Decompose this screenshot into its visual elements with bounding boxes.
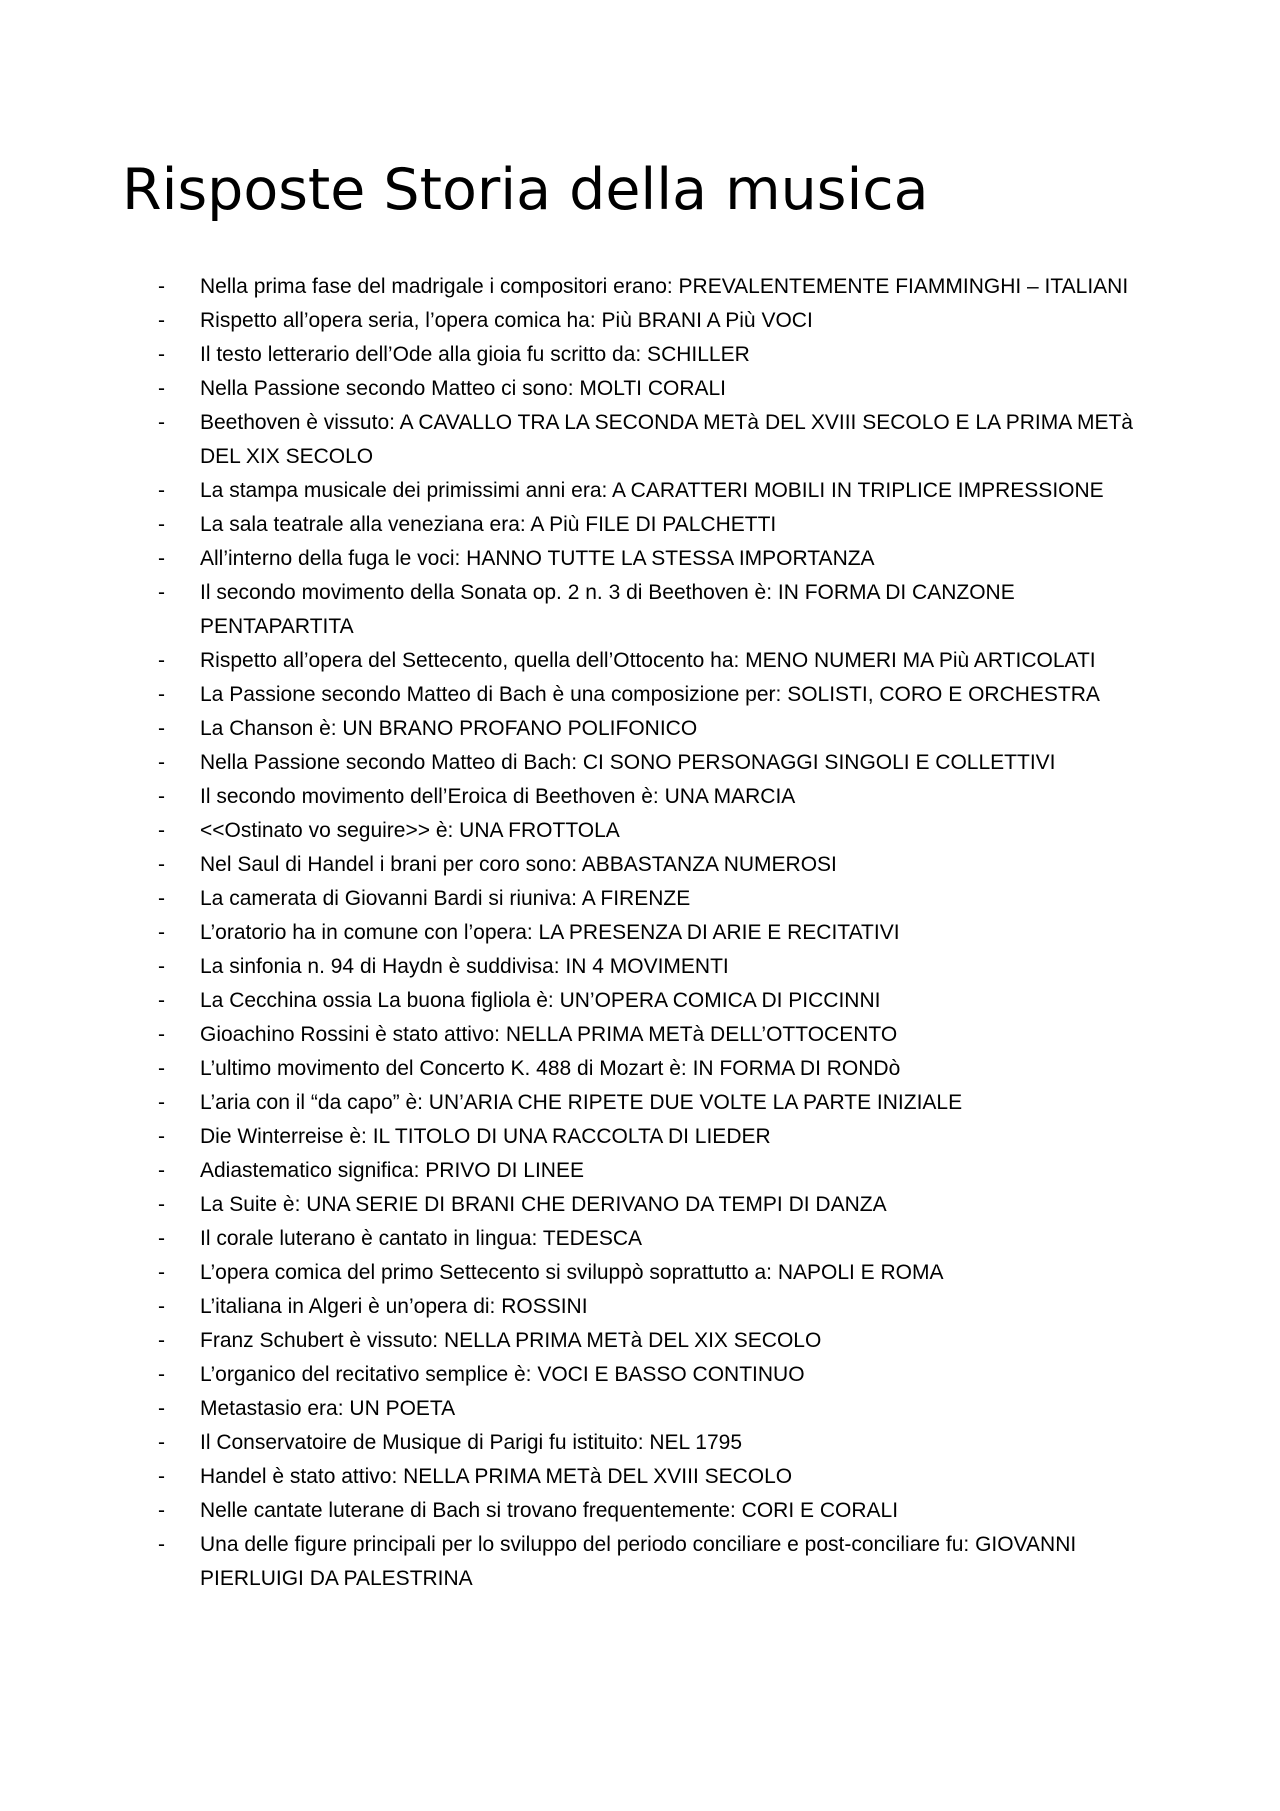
list-item-text: La stampa musicale dei primissimi anni era: A CARATTERI MOBILI IN TRIPLICE IMPRESSIONE <box>200 479 1104 502</box>
list-bullet: - <box>158 921 165 944</box>
list-item <box>158 1290 1168 1324</box>
list-bullet: - <box>158 649 165 672</box>
list-item <box>158 1154 1168 1188</box>
list-item-text: Il testo letterario dell’Ode alla gioia fu scritto da: SCHILLER <box>200 343 750 366</box>
list-bullet: - <box>158 547 165 570</box>
list-item-text: L’aria con il “da capo” è: UN’ARIA CHE RIPETE DUE VOLTE LA PARTE INIZIALE <box>200 1091 963 1114</box>
list-item-text: La Suite è: UNA SERIE DI BRANI CHE DERIVANO DA TEMPI DI DANZA <box>200 1193 887 1216</box>
list-bullet: - <box>158 717 165 740</box>
list-bullet: - <box>158 1091 165 1114</box>
list-bullet: - <box>158 1499 165 1522</box>
list-bullet: - <box>158 751 165 774</box>
list-item <box>158 372 1168 406</box>
list-item <box>158 304 1168 338</box>
list-item <box>158 1528 1168 1596</box>
list-item <box>158 1494 1168 1528</box>
list-bullet: - <box>158 1193 165 1216</box>
list-item-text: Nella prima fase del madrigale i compositori erano: PREVALENTEMENTE FIAMMINGHI – ITALIANI <box>200 275 1129 298</box>
list-item <box>158 1052 1168 1086</box>
list-bullet: - <box>158 853 165 876</box>
list-bullet: - <box>158 343 165 366</box>
list-item-text: Die Winterreise è: IL TITOLO DI UNA RACCOLTA DI LIEDER <box>200 1125 771 1148</box>
list-item-text: Una delle figure principali per lo sviluppo del periodo conciliare e post-conciliare fu: GIOVANNI PIERLUIGI DA PALESTRINA <box>200 1533 1077 1590</box>
list-item <box>158 474 1168 508</box>
list-item-text: Rispetto all’opera del Settecento, quella dell’Ottocento ha: MENO NUMERI MA Più ARTICOLATI <box>200 649 1096 672</box>
list-item <box>158 576 1168 644</box>
list-bullet: - <box>158 819 165 842</box>
list-item <box>158 644 1168 678</box>
list-item-text: L’italiana in Algeri è un’opera di: ROSSINI <box>200 1295 588 1318</box>
list-bullet: - <box>158 1465 165 1488</box>
list-item <box>158 1120 1168 1154</box>
list-item <box>158 950 1168 984</box>
list-item-text: Franz Schubert è vissuto: NELLA PRIMA METà DEL XIX SECOLO <box>200 1329 822 1352</box>
list-bullet: - <box>158 377 165 400</box>
list-item-text: La Chanson è: UN BRANO PROFANO POLIFONICO <box>200 717 698 740</box>
list-item <box>158 1460 1168 1494</box>
answer-list <box>158 270 1168 1596</box>
list-item <box>158 1256 1168 1290</box>
list-item <box>158 1018 1168 1052</box>
list-bullet: - <box>158 513 165 536</box>
list-item <box>158 542 1168 576</box>
list-item-text: Il secondo movimento dell’Eroica di Beethoven è: UNA MARCIA <box>200 785 796 808</box>
list-item-text: Il corale luterano è cantato in lingua: TEDESCA <box>200 1227 643 1250</box>
list-item <box>158 712 1168 746</box>
list-item-text: Adiastematico significa: PRIVO DI LINEE <box>200 1159 584 1182</box>
list-bullet: - <box>158 479 165 502</box>
list-item <box>158 508 1168 542</box>
list-item-text: L’ultimo movimento del Concerto K. 488 di Mozart è: IN FORMA DI RONDò <box>200 1057 901 1080</box>
list-item-text: Nel Saul di Handel i brani per coro sono: ABBASTANZA NUMEROSI <box>200 853 837 876</box>
list-item <box>158 984 1168 1018</box>
list-bullet: - <box>158 309 165 332</box>
list-item-text: Nella Passione secondo Matteo di Bach: CI SONO PERSONAGGI SINGOLI E COLLETTIVI <box>200 751 1056 774</box>
list-item <box>158 746 1168 780</box>
list-item <box>158 270 1168 304</box>
list-item <box>158 1392 1168 1426</box>
list-item <box>158 814 1168 848</box>
list-bullet: - <box>158 1159 165 1182</box>
list-item-text: L’organico del recitativo semplice è: VOCI E BASSO CONTINUO <box>200 1363 805 1386</box>
list-bullet: - <box>158 1397 165 1420</box>
list-bullet: - <box>158 1533 165 1556</box>
list-item-text: <<Ostinato vo seguire>> è: UNA FROTTOLA <box>200 819 620 842</box>
list-item-text: Rispetto all’opera seria, l’opera comica ha: Più BRANI A Più VOCI <box>200 309 813 332</box>
list-item <box>158 338 1168 372</box>
list-bullet: - <box>158 1329 165 1352</box>
list-bullet: - <box>158 411 165 434</box>
list-bullet: - <box>158 581 165 604</box>
list-item <box>158 882 1168 916</box>
list-item-text: Nelle cantate luterane di Bach si trovano frequentemente: CORI E CORALI <box>200 1499 899 1522</box>
list-bullet: - <box>158 1057 165 1080</box>
list-bullet: - <box>158 955 165 978</box>
list-item <box>158 1086 1168 1120</box>
list-item-text: Metastasio era: UN POETA <box>200 1397 456 1420</box>
list-item <box>158 1426 1168 1460</box>
list-item <box>158 1188 1168 1222</box>
list-bullet: - <box>158 1227 165 1250</box>
list-item-text: Nella Passione secondo Matteo ci sono: MOLTI CORALI <box>200 377 727 400</box>
list-item-text: L’oratorio ha in comune con l’opera: LA PRESENZA DI ARIE E RECITATIVI <box>200 921 900 944</box>
list-bullet: - <box>158 1363 165 1386</box>
list-bullet: - <box>158 1023 165 1046</box>
list-bullet: - <box>158 1431 165 1454</box>
list-bullet: - <box>158 785 165 808</box>
list-item-text: All’interno della fuga le voci: HANNO TUTTE LA STESSA IMPORTANZA <box>200 547 875 570</box>
list-bullet: - <box>158 275 165 298</box>
list-item-text: Il secondo movimento della Sonata op. 2 n. 3 di Beethoven è: IN FORMA DI CANZONE PENTAPARTITA <box>200 581 1015 638</box>
list-item-text: La camerata di Giovanni Bardi si riuniva: A FIRENZE <box>200 887 691 910</box>
list-item-text: La sala teatrale alla veneziana era: A Più FILE DI PALCHETTI <box>200 513 777 536</box>
list-item <box>158 1358 1168 1392</box>
list-item-text: La Passione secondo Matteo di Bach è una composizione per: SOLISTI, CORO E ORCHESTRA <box>200 683 1100 706</box>
list-item-text: Handel è stato attivo: NELLA PRIMA METà DEL XVIII SECOLO <box>200 1465 793 1488</box>
list-bullet: - <box>158 989 165 1012</box>
list-item <box>158 678 1168 712</box>
list-bullet: - <box>158 1125 165 1148</box>
list-item <box>158 916 1168 950</box>
list-item-text: Beethoven è vissuto: A CAVALLO TRA LA SECONDA METà DEL XVIII SECOLO E LA PRIMA METà DEL XIX SECOLO <box>200 411 1133 468</box>
list-bullet: - <box>158 1295 165 1318</box>
list-item <box>158 406 1168 474</box>
list-item <box>158 1324 1168 1358</box>
list-item-text: La sinfonia n. 94 di Haydn è suddivisa: IN 4 MOVIMENTI <box>200 955 729 978</box>
list-item <box>158 1222 1168 1256</box>
list-bullet: - <box>158 887 165 910</box>
document-title: Risposte Storia della musica <box>122 157 929 223</box>
list-item-text: La Cecchina ossia La buona figliola è: UN’OPERA COMICA DI PICCINNI <box>200 989 881 1012</box>
list-item <box>158 848 1168 882</box>
list-bullet: - <box>158 1261 165 1284</box>
list-item-text: Gioachino Rossini è stato attivo: NELLA PRIMA METà DELL’OTTOCENTO <box>200 1023 898 1046</box>
list-item-text: L’opera comica del primo Settecento si sviluppò soprattutto a: NAPOLI E ROMA <box>200 1261 944 1284</box>
list-item <box>158 780 1168 814</box>
list-bullet: - <box>158 683 165 706</box>
list-item-text: Il Conservatoire de Musique di Parigi fu istituito: NEL 1795 <box>200 1431 743 1454</box>
